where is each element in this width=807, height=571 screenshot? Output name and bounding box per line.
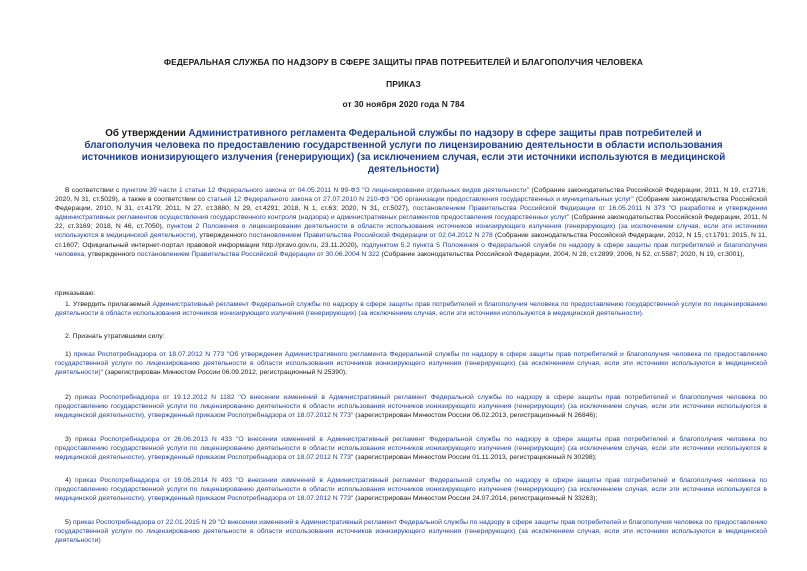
title-regulation-link[interactable]: Административного регламента Федеральной службы по надзору в сфере защиты прав потребителей и благополучия человека по предоставлению государственной услуги по лицензированию деятельности в области использования источников ионизирующего излучения (генерирующих) (за исключением случая, если эти источники используются в медицинской деятельности) — [81, 128, 726, 175]
subitem-2-paragraph — [55, 393, 767, 420]
subitem-3-registration: (зарегистрирован Минюстом России 01.11.2013, регистрационный N 30298); — [353, 454, 597, 462]
preamble-link-subpoint-5-2[interactable]: подпунктом 5.2 пункта 5 Положения о Федеральной службе по надзору в сфере защиты прав потребителей и благополучия человека — [55, 241, 767, 258]
subitem-5-number: 5) — [65, 519, 73, 526]
subitem-4-paragraph — [55, 476, 767, 503]
subitem-4-order-link[interactable]: приказ Роспотребнадзора от 19.06.2014 N 493 "О внесении изменений в Административный регламент Федеральной службы по надзору в сфере защиты прав потребителей и благополучия человека по предоставлению государственной услуги по лицензированию деятельности в области использования источников ионизирующего излучения (генерирующих) (за исключением случая, если эти источники используются в медицинской деятельности), утвержденный приказом Роспотребнадзора от 18.07.2012 N 773" — [55, 477, 767, 503]
preamble-text-2: (Собрание законодательства Российской Федерации, 2011, N 19, ст.2716; 2020, N 31, ст.5029), а также в соответствии со — [55, 187, 768, 204]
preamble-link-law-99fz[interactable]: пунктом 39 части 1 статьи 12 Федерального закона от 04.05.2011 N 99-ФЗ "О лицензировании отдельных видов деятельности" — [121, 187, 530, 194]
subitem-3-number: 3) — [65, 436, 75, 443]
preamble-text-8: (Собрание законодательства Российской Федерации, 2004, N 28, ст.2899; 2006, N 52, ст.5587; 2020, N 19, ст.3001), — [379, 250, 745, 258]
subitem-5-order-link[interactable]: приказ Роспотребнадзора от 22.01.2015 N 29 "О внесении изменений в Административный регламент Федеральной службы по надзору в сфере защиты прав потребителей и благополучия человека по предоставлению государственной услуги по лицензированию деятельности в области использования источников ионизирующего излучения (генерирующих) (за исключением случая, если эти источники используются в медицинской деятельности) — [55, 519, 767, 545]
subitem-1-registration: (зарегистрирован Минюстом России 06.09.2012, регистрационный N 25390); — [103, 369, 348, 377]
date-number-heading: от 30 ноября 2020 года N 784 — [342, 99, 465, 109]
subitem-3-order-link[interactable]: приказ Роспотребнадзора от 26.06.2013 N 433 "О внесении изменений в Административный регламент Федеральной службы по надзору в сфере защиты прав потребителей и благополучия человека по предоставлению государственной услуги по лицензированию деятельности в области использования источников ионизирующего излучения (генерирующих) (за исключением случая, если эти источники используются в медицинской деятельности), утвержденный приказом Роспотребнадзора от 18.07.2012 N 773" — [55, 436, 767, 462]
preamble-link-decree-278[interactable]: постановлением Правительства Российской Федерации от 02.04.2012 N 278 — [248, 232, 493, 240]
preamble-text-7: , утвержденного — [84, 250, 138, 258]
subitem-2-registration: (зарегистрирован Минюстом России 06.02.2013, регистрационный N 26846); — [353, 412, 598, 420]
item-2-paragraph: 2. Признать утратившими силу: — [65, 333, 165, 340]
preamble-text-1: В соответствии с — [65, 187, 122, 194]
preamble-link-decree-322[interactable]: постановлением Правительства Российской Федерации от 30.06.2004 N 322 — [137, 250, 380, 258]
subitem-4-number: 4) — [65, 477, 75, 484]
subitem-2-order-link[interactable]: приказ Роспотребнадзора от 19.12.2012 N 1182 "О внесении изменений в Административный регламент Федеральной службы по надзору в сфере защиты прав потребителей и благополучия человека по предоставлению государственной услуги по лицензированию деятельности в области использования источников ионизирующего излучения (генерирующих) (за исключением случая, если эти источники используются в медицинской деятельности), утвержденный приказом Роспотребнадзора от 18.07.2012 N 773" — [55, 394, 767, 420]
preamble-text-5: , утвержденного — [195, 232, 249, 240]
subitem-1-paragraph — [55, 350, 767, 377]
subitem-4-registration: (зарегистрирован Минюстом России 24.07.2014, регистрационный N 33263); — [353, 495, 598, 503]
subitem-5-paragraph — [55, 518, 767, 554]
subitem-1-order-link[interactable]: приказ Роспотребнадзора от 18.07.2012 N 773 "Об утверждении Административного регламента Федеральной службы по надзору в сфере защиты прав потребителей и благополучия человека по предоставлению государственной услуги по лицензированию деятельности в области использования источников ионизирующего излучения (генерирующих) (за исключением случая, если эти источники используются в медицинской деятельности)" — [55, 351, 767, 377]
document-title — [72, 128, 735, 176]
preamble-text-6: (Собрание законодательства Российской Федерации, 2012, N 15, ст.1791; 2015, N 11, ст.1607; Официальный интернет-портал правовой информации http://pravo.gov.ru, 23.11.2020), — [55, 232, 767, 249]
order-word: приказываю: — [55, 290, 96, 297]
agency-heading: ФЕДЕРАЛЬНАЯ СЛУЖБА ПО НАДЗОРУ В СФЕРЕ ЗАЩИТЫ ПРАВ ПОТРЕБИТЕЛЕЙ И БЛАГОПОЛУЧИЯ ЧЕЛОВЕКА — [163, 57, 644, 67]
title-prefix: Об утверждении — [105, 128, 189, 139]
subitem-1-number: 1) — [65, 351, 74, 358]
item-1-text: 1. Утвердить прилагаемый — [65, 301, 153, 308]
preamble-link-regulation-p2[interactable]: пунктом 2 Положения о лицензировании деятельности в области использования источников ионизирующего излучения (генерирующих) (за исключением случая, если эти источники используются в медицинской деятельности) — [55, 223, 767, 240]
preamble-text-4: (Собрание законодательства Российской Федерации, 2011, N 22, ст.3169; 2018, N 46, ст.7050), — [55, 214, 767, 231]
item-1-regulation-link[interactable]: Административный регламент Федеральной службы по надзору в сфере защиты прав потребителей и благополучия человека по предоставлению государственной услуги по лицензированию деятельности в области использования источников ионизирующего излучения (генерирующих) (за исключением случая, если эти источники используются в медицинской деятельности) — [55, 301, 767, 318]
preamble-link-decree-373[interactable]: постановлением Правительства Российской Федерации от 16.05.2011 N 373 "О разработке и утверждении административных регламентов осуществления государственного контроля (надзора) и административных регламентов предоставления государственных услуг" — [55, 205, 768, 222]
preamble-paragraph — [55, 186, 767, 259]
preamble-link-law-210fz[interactable]: статьей 12 Федерального закона от 27.07.2010 N 210-ФЗ "Об организации предоставления государственных и муниципальных услуг" — [207, 196, 634, 204]
item-1-end: . — [641, 310, 644, 318]
preamble-text-3: (Собрание законодательства Российской Федерации, 2010, N 31, ст.4179; 2011, N 27, ст.3880; N 29, ст.4291; 2018, N 1, ст.63; 2020, N 31, ст.5027), — [55, 196, 767, 213]
doc-type-heading: ПРИКАЗ — [386, 79, 421, 89]
subitem-3-paragraph — [55, 435, 767, 462]
item-1-paragraph — [55, 300, 767, 318]
subitem-2-number: 2) — [65, 394, 75, 401]
